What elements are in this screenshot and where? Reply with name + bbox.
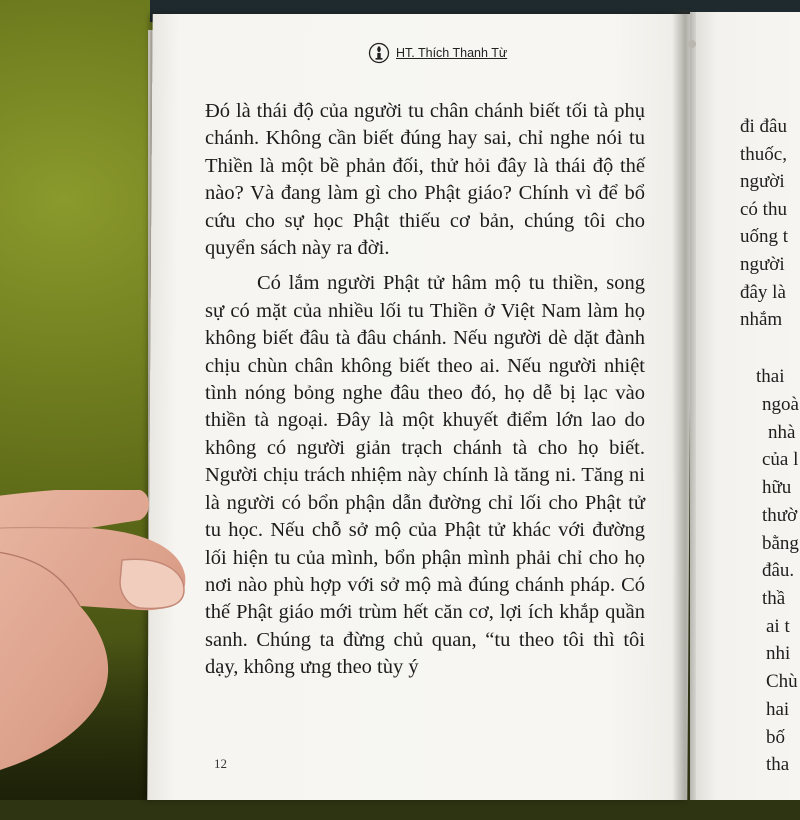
text-fragment: thai (756, 366, 785, 387)
text-fragment: đâu. (762, 560, 795, 581)
text-fragment: nhắm (740, 309, 783, 330)
text-fragment: đi đâu (740, 116, 787, 137)
text-fragment: hữu (762, 477, 792, 498)
page-number: 12 (214, 756, 227, 771)
hand-holding-book (0, 490, 200, 820)
left-page-body-text (205, 98, 645, 690)
text-fragment: của l (762, 449, 799, 470)
text-fragment: người (740, 254, 785, 275)
paragraph: Có lắm người Phật tử hâm mộ tu thiền, song sự có mặt của nhiều lối tu Thiền ở Việt Nam làm họ không biết đâu tà đâu chánh. Nếu người dè dặt đành chịu chùn chân không biết theo ai. Nếu người nhiệt tình nóng bỏng nghe đâu theo đó, họ dễ bị lạc vào thiền tà ngoại. Đây là một khuyết điểm lớn lao do không có người giản trạch chánh tà cho họ biết. Người chịu trách nhiệm này chính là tăng ni. Tăng ni là người có bổn phận dẫn đường chỉ lối cho Phật tử tu học. Nếu chỗ sở mộ của Phật tử khác với đường lối hiện tu của mình, bổn phận mình phải chỉ cho họ nơi nào phù hợp với sở mộ mà đúng chánh pháp. Có thế Phật giáo mới trùm hết căn cơ, lợi ích khắp quần sanh. Chúng ta đừng chủ quan, “tu theo tôi thì tôi dạy, không ưng theo tùy ý (205, 272, 645, 679)
text-fragment: thườ (762, 505, 798, 526)
text-fragment: tha (766, 754, 790, 775)
author-name: HT. Thích Thanh Từ (396, 46, 508, 60)
text-fragment: người (740, 171, 785, 192)
paragraph: Đó là thái độ của người tu chân chánh biết tối tà phụ chánh. Không cần biết đúng hay sai, chỉ nghe nói tu Thiền là một bề phản đối, thử hỏi đây là thái độ thế nào? Và đang làm gì cho Phật giáo? Chính vì để bổ cứu cho sự học Phật thiếu cơ bản, chúng tôi cho quyển sách này ra đời. (205, 100, 645, 260)
text-fragment: nhà (768, 422, 796, 443)
text-fragment: có thu (740, 199, 787, 220)
page-hole (688, 40, 696, 48)
text-fragment: uống t (740, 226, 789, 247)
text-fragment: đây là (740, 282, 786, 303)
text-fragment: ngoà (762, 394, 799, 415)
text-fragment: thầ (762, 588, 786, 609)
bell-lotus-logo-icon (368, 42, 390, 64)
text-fragment: nhi (766, 643, 791, 664)
text-fragment: hai (766, 699, 790, 720)
text-fragment: bằng (762, 533, 799, 554)
text-fragment: Chù (766, 671, 798, 692)
running-header (368, 41, 507, 65)
text-fragment: thuốc, (740, 144, 787, 165)
text-fragment: ai t (766, 616, 790, 637)
book-gutter-shadow (672, 10, 696, 800)
text-fragment: bố (766, 727, 785, 748)
